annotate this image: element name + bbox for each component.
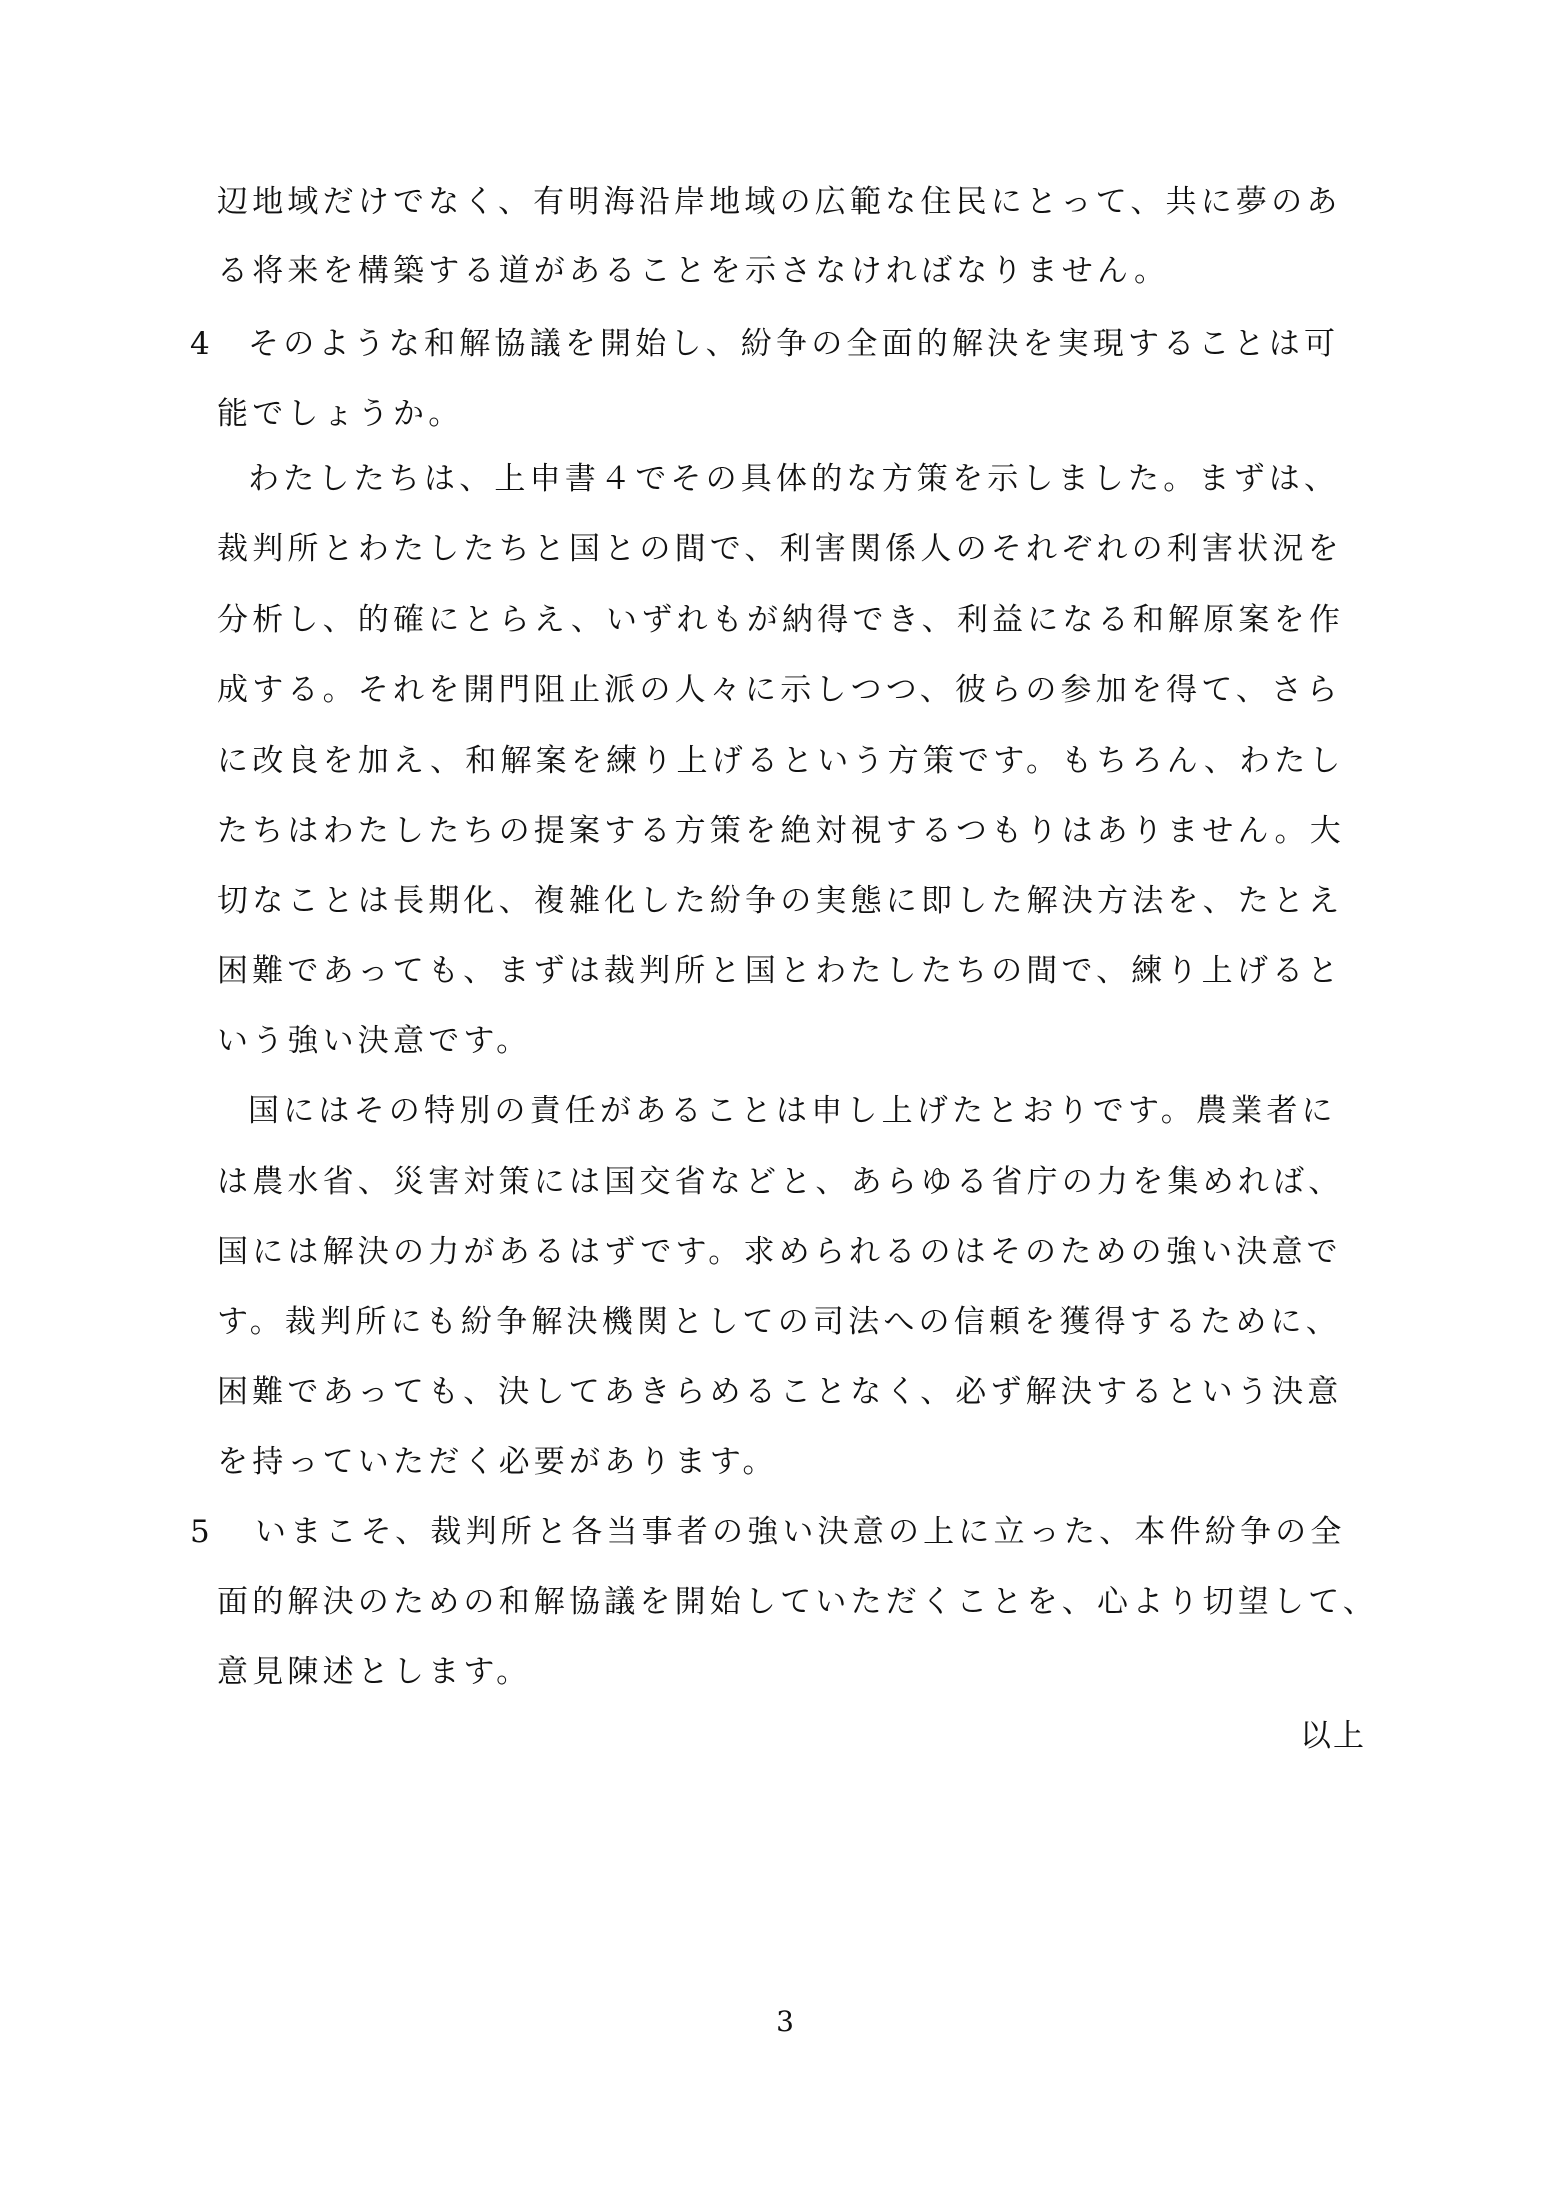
- text-line: を持っていただく必要があります。: [217, 1444, 778, 1480]
- text-line: に改良を加え、和解案を練り上げるという方策です。もちろん、わたし: [217, 743, 1345, 779]
- text-line: 困難であっても、まずは裁判所と国とわたしたちの間で、練り上げると: [217, 953, 1343, 989]
- text-line: 能でしょうか。: [217, 396, 464, 432]
- text-line: る将来を構築する道があることを示さなければなりません。: [217, 253, 1170, 289]
- text-line: そのような和解協議を開始し、紛争の全面的解決を実現することは可: [248, 326, 1340, 362]
- text-line: 困難であっても、決してあきらめることなく、必ず解決するという決意: [217, 1374, 1343, 1410]
- text-line: たちはわたしたちの提案する方策を絶対視するつもりはありません。大: [217, 813, 1345, 849]
- text-line: 辺地域だけでなく、有明海沿岸地域の広範な住民にとって、共に夢のあ: [217, 184, 1342, 220]
- text-line: 意見陳述とします。: [217, 1654, 532, 1690]
- text-line: 裁判所とわたしたちと国との間で、利害関係人のそれぞれの利害状況を: [217, 531, 1343, 567]
- text-line: 成する。それを開門阻止派の人々に示しつつ、彼らの参加を得て、さら: [217, 672, 1342, 708]
- text-line: いまこそ、裁判所と各当事者の強い決意の上に立った、本件紛争の全: [255, 1514, 1346, 1550]
- text-line: は農水省、災害対策には国交省などと、あらゆる省庁の力を集めれば、: [217, 1164, 1344, 1200]
- text-line: 分析し、的確にとらえ、いずれもが納得でき、利益になる和解原案を作: [217, 602, 1345, 638]
- text-line: 国にはその特別の責任があることは申し上げたとおりです。農業者に: [248, 1093, 1337, 1129]
- section-number: 4: [190, 326, 210, 362]
- section-number: 5: [190, 1514, 210, 1550]
- text-line: 面的解決のための和解協議を開始していただくことを、心より切望して、: [217, 1584, 1378, 1620]
- text-line: いう強い決意です。: [217, 1023, 532, 1059]
- page-number: 3: [776, 2005, 794, 2038]
- closing-text: 以上: [1300, 1718, 1366, 1754]
- text-line: 国には解決の力があるはずです。求められるのはそのための強い決意で: [217, 1234, 1342, 1270]
- text-line: す。裁判所にも紛争解決機関としての司法への信頼を獲得するために、: [217, 1304, 1341, 1340]
- text-line: わたしたちは、上申書４でその具体的な方策を示しました。まずは、: [248, 461, 1340, 497]
- text-line: 切なことは長期化、複雑化した紛争の実態に即した解決方法を、たとえ: [217, 883, 1344, 919]
